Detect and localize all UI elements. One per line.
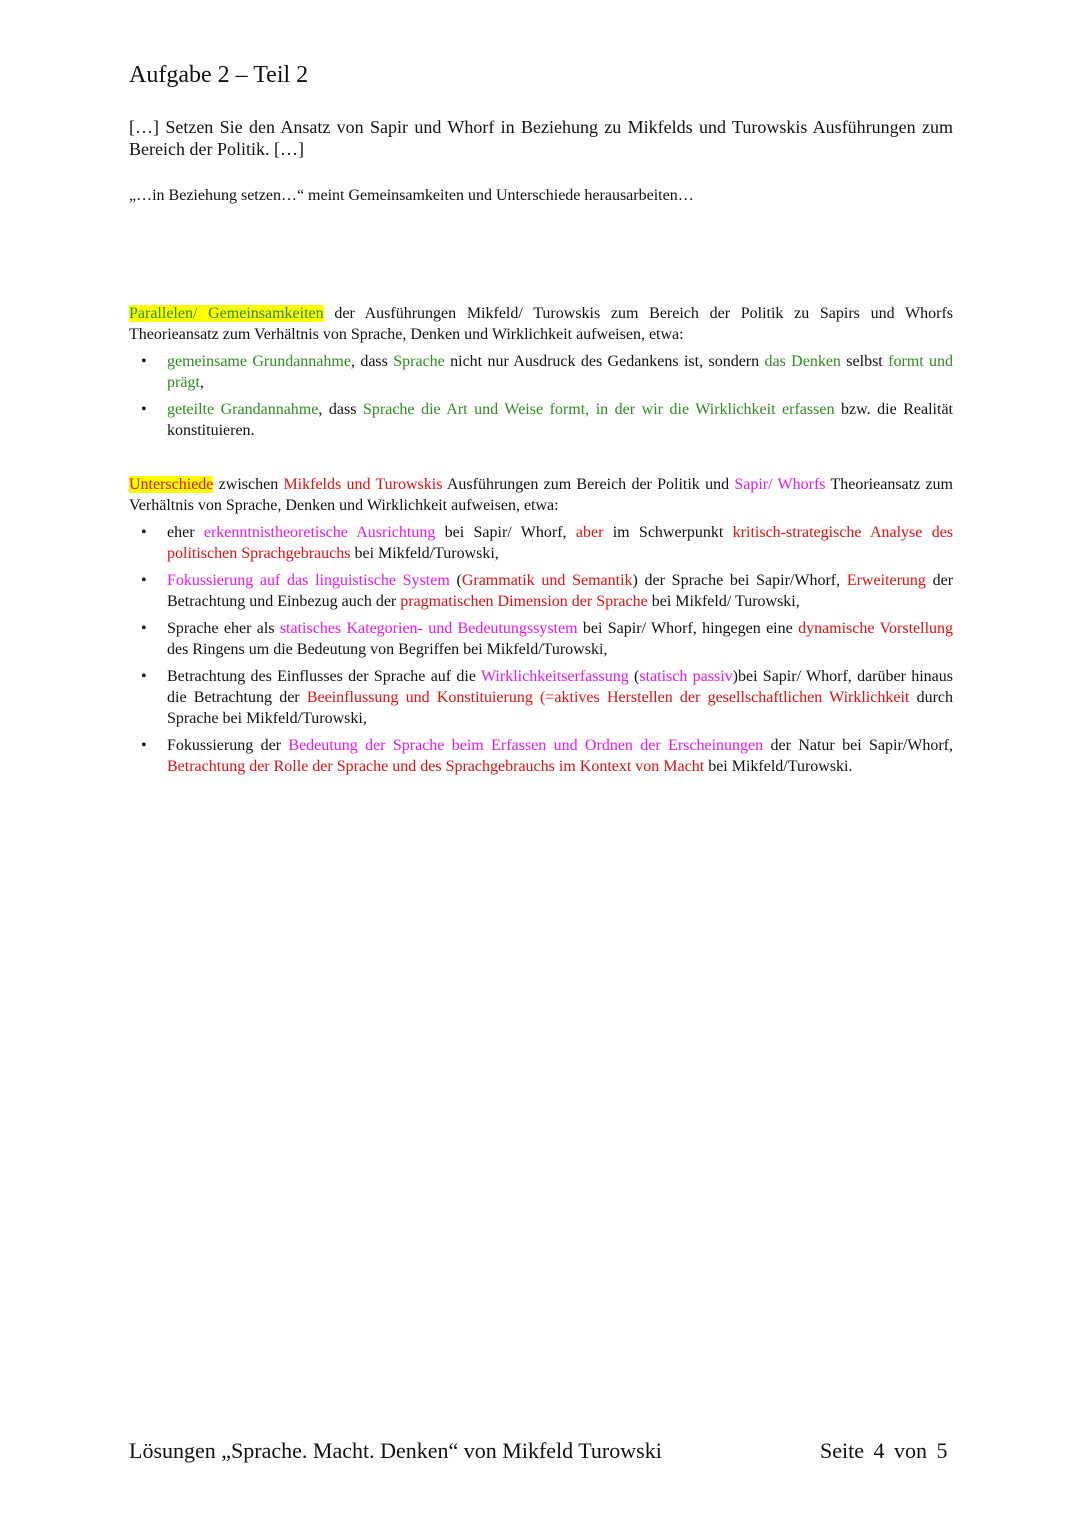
differences-intro-segment: Theorieansatz zum Verhältnis von Sprache, Denken und Wirklichkeit aufweisen, etwa:	[129, 476, 953, 514]
differences-item	[129, 522, 953, 564]
parallels-segment: Sprache die Art und Weise formt, in der wir die Wirklichkeit erfassen	[363, 401, 835, 418]
bullet-icon: •	[141, 668, 147, 685]
parallels-segment: gemeinsame Grundannahme	[167, 353, 351, 370]
differences-segment: bei Mikfeld/Turowski.	[704, 758, 853, 775]
differences-segment: Betrachtung des Einflusses der Sprache auf die	[167, 668, 481, 685]
differences-segment: der Betrachtung und Einbezug auch der	[167, 572, 954, 610]
differences-segment: pragmatischen Dimension der Sprache	[400, 593, 648, 610]
differences-segment: ) der Sprache bei Sapir/Whorf,	[632, 572, 847, 589]
differences-segment: aber	[575, 524, 604, 541]
differences-segment: bei Sapir/ Whorf, hingegen eine	[577, 620, 799, 637]
differences-segment: statisches Kategorien- und Bedeutungssystem	[279, 620, 578, 637]
differences-intro	[129, 474, 953, 516]
differences-segment: (	[449, 572, 462, 589]
parallels-section	[129, 303, 953, 447]
parallels-segment: , dass	[350, 353, 394, 370]
differences-segment: durch Sprache bei Mikfeld/Turowski,	[167, 689, 953, 727]
task-statement: […] Setzen Sie den Ansatz von Sapir und Whorf in Beziehung zu Mikfelds und Turowskis Ausführungen zum Bereich der Politik. […]	[129, 117, 953, 159]
parallels-segment: , dass	[318, 401, 363, 418]
bullet-icon: •	[141, 737, 147, 754]
differences-item	[129, 735, 953, 777]
differences-item	[129, 570, 953, 612]
bullet-icon: •	[141, 353, 147, 370]
differences-segment: der Natur bei Sapir/Whorf,	[763, 737, 953, 754]
page-title: Aufgabe 2 – Teil 2	[129, 62, 309, 88]
differences-intro-segment: Sapir/ Whorfs	[734, 476, 826, 493]
differences-segment: erkenntnistheoretische Ausrichtung	[203, 524, 436, 541]
differences-segment: des Ringens um die Bedeutung von Begriffen bei Mikfeld/Turowski,	[167, 641, 608, 658]
differences-segment: eher	[167, 524, 204, 541]
differences-segment: Sprache eher als	[167, 620, 280, 637]
parallels-intro	[129, 303, 953, 345]
parallels-segment: formt und prägt	[167, 353, 954, 391]
bullet-icon: •	[141, 572, 147, 589]
parallels-item	[129, 399, 953, 441]
differences-segment: kritisch-strategische Analyse des politischen Sprachgebrauchs	[167, 524, 954, 562]
parallels-list	[129, 351, 953, 441]
differences-segment: Wirklichkeitserfassung	[480, 668, 629, 685]
differences-segment: bei Sapir/ Whorf,	[435, 524, 576, 541]
differences-segment: Grammatik und Semantik	[461, 572, 633, 589]
parallels-segment: ,	[199, 374, 204, 391]
parallels-segment: Sprache	[393, 353, 445, 370]
differences-section	[129, 474, 953, 783]
differences-intro-segment: Mikfelds und Turowskis	[283, 476, 443, 493]
differences-segment: Betrachtung der Rolle der Sprache und des Sprachgebrauchs im Kontext von Macht	[167, 758, 705, 775]
parallels-heading: Parallelen/ Gemeinsamkeiten	[129, 305, 324, 322]
parallels-segment: bzw. die Realität konstituieren.	[167, 401, 953, 439]
differences-segment: bei Mikfeld/ Turowski,	[647, 593, 800, 610]
differences-segment: )bei Sapir/ Whorf, darüber hinaus die Betrachtung der	[167, 668, 953, 706]
task-hint: „…in Beziehung setzen…“ meint Gemeinsamkeiten und Unterschiede herausarbeiten…	[129, 187, 694, 204]
parallels-segment: das Denken	[764, 353, 841, 370]
parallels-intro-text: der Ausführungen Mikfeld/ Turowskis zum Bereich der Politik zu Sapirs und Whorfs Theorieansatz zum Verhältnis von Sprache, Denken und Wirklichkeit aufweisen, etwa:	[129, 305, 954, 343]
parallels-segment: geteilte Grandannahme	[167, 401, 319, 418]
differences-segment: bei Mikfeld/Turowski,	[350, 545, 499, 562]
differences-heading: Unterschiede	[129, 476, 214, 493]
bullet-icon: •	[141, 620, 147, 637]
differences-segment: Bedeutung der Sprache beim Erfassen und Ordnen der Erscheinungen	[288, 737, 764, 754]
differences-segment: dynamische Vorstellung	[798, 620, 954, 637]
differences-segment: Beeinflussung und Konstituierung (=aktives Herstellen der gesellschaftlichen Wirklichkeit	[306, 689, 910, 706]
footer-page-number: Seite 4 von 5	[820, 1438, 948, 1463]
differences-segment: (	[628, 668, 640, 685]
differences-segment: Fokussierung auf das linguistische System	[167, 572, 450, 589]
differences-item	[129, 666, 953, 729]
differences-intro-segment: zwischen	[213, 476, 284, 493]
bullet-icon: •	[141, 524, 147, 541]
differences-segment: Fokussierung der	[167, 737, 289, 754]
bullet-icon: •	[141, 401, 147, 418]
differences-segment: statisch passiv	[639, 668, 733, 685]
differences-segment: im Schwerpunkt	[603, 524, 733, 541]
differences-item	[129, 618, 953, 660]
parallels-item	[129, 351, 953, 393]
differences-list	[129, 522, 953, 777]
parallels-segment: nicht nur Ausdruck des Gedankens ist, sondern	[444, 353, 765, 370]
footer-source: Lösungen „Sprache. Macht. Denken“ von Mikfeld Turowski	[129, 1438, 662, 1463]
parallels-segment: selbst	[840, 353, 889, 370]
differences-segment: Erweiterung	[846, 572, 926, 589]
differences-intro-segment: Ausführungen zum Bereich der Politik und	[442, 476, 735, 493]
